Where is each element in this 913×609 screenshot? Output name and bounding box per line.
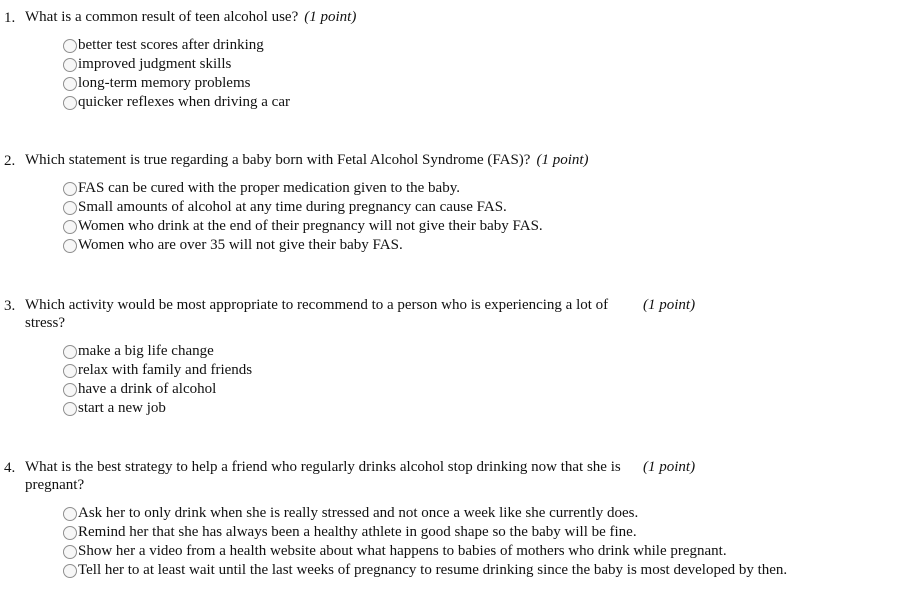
answer-option[interactable] (63, 523, 787, 542)
answer-option-label: better test scores after drinking (78, 37, 264, 53)
radio-button[interactable] (63, 507, 77, 521)
radio-button[interactable] (63, 402, 77, 416)
answer-option[interactable] (63, 561, 787, 580)
question-points: (1 point) (643, 297, 696, 313)
radio-button[interactable] (63, 239, 77, 253)
radio-button[interactable] (63, 526, 77, 540)
answer-option-label: Women who are over 35 will not give their baby FAS. (78, 237, 403, 253)
answer-option-label: long-term memory problems (78, 75, 251, 91)
answer-option[interactable] (63, 399, 252, 418)
question-4-header (0, 458, 913, 496)
answer-option[interactable] (63, 36, 290, 55)
answer-option-label: FAS can be cured with the proper medication given to the baby. (78, 180, 460, 196)
answer-options (63, 36, 290, 112)
answer-option[interactable] (63, 217, 543, 236)
answer-option[interactable] (63, 74, 290, 93)
answer-option[interactable] (63, 198, 543, 217)
answer-option-label: improved judgment skills (78, 56, 232, 72)
answer-option[interactable] (63, 504, 787, 523)
radio-button[interactable] (63, 58, 77, 72)
radio-button[interactable] (63, 201, 77, 215)
radio-button[interactable] (63, 77, 77, 91)
answer-options (63, 504, 787, 580)
radio-button[interactable] (63, 39, 77, 53)
question-4 (0, 458, 913, 578)
radio-button[interactable] (63, 564, 77, 578)
question-prompt: Which statement is true regarding a baby born with Fetal Alcohol Syndrome (FAS)? (25, 152, 531, 168)
answer-option[interactable] (63, 380, 252, 399)
question-1-header (0, 8, 913, 28)
question-text (25, 8, 356, 26)
answer-option-label: Tell her to at least wait until the last weeks of pregnancy to resume drinking since the baby is most developed by then. (78, 562, 788, 578)
answer-options (63, 342, 252, 418)
radio-button[interactable] (63, 364, 77, 378)
radio-button[interactable] (63, 383, 77, 397)
question-number: 4. (4, 460, 16, 476)
answer-options (63, 179, 543, 255)
answer-option-label: relax with family and friends (78, 362, 253, 378)
radio-button[interactable] (63, 96, 77, 110)
answer-option-label: Small amounts of alcohol at any time during pregnancy can cause FAS. (78, 199, 507, 215)
answer-option[interactable] (63, 179, 543, 198)
question-prompt: What is a common result of teen alcohol use? (25, 9, 299, 25)
answer-option-label: quicker reflexes when driving a car (78, 94, 290, 110)
answer-option-label: Ask her to only drink when she is really stressed and not once a week like she currently does. (78, 505, 639, 521)
answer-option-label: Remind her that she has always been a healthy athlete in good shape so the baby will be fine. (78, 524, 637, 540)
question-number: 2. (4, 153, 16, 169)
question-1 (0, 8, 913, 110)
answer-option-label: Show her a video from a health website about what happens to babies of mothers who drink while pregnant. (78, 543, 727, 559)
radio-button[interactable] (63, 345, 77, 359)
question-2-header (0, 151, 913, 171)
question-number: 3. (4, 298, 16, 314)
answer-option-label: Women who drink at the end of their pregnancy will not give their baby FAS. (78, 218, 543, 234)
answer-option-label: make a big life change (78, 343, 214, 359)
question-3 (0, 296, 913, 416)
question-points: (1 point) (643, 459, 696, 475)
question-3-header (0, 296, 913, 334)
question-points: (1 point) (304, 9, 357, 25)
answer-option-label: start a new job (78, 400, 166, 416)
question-text (25, 151, 589, 169)
question-prompt: What is the best strategy to help a friend who regularly drinks alcohol stop drinking now that she is pregnant? (25, 459, 621, 493)
question-2 (0, 151, 913, 253)
answer-option-label: have a drink of alcohol (78, 381, 217, 397)
question-number: 1. (4, 10, 16, 26)
radio-button[interactable] (63, 220, 77, 234)
answer-option[interactable] (63, 55, 290, 74)
question-points: (1 point) (536, 152, 589, 168)
question-prompt: Which activity would be most appropriate to recommend to a person who is experiencing a lot of stress? (25, 297, 609, 331)
answer-option[interactable] (63, 236, 543, 255)
answer-option[interactable] (63, 93, 290, 112)
answer-option[interactable] (63, 361, 252, 380)
radio-button[interactable] (63, 182, 77, 196)
radio-button[interactable] (63, 545, 77, 559)
answer-option[interactable] (63, 542, 787, 561)
answer-option[interactable] (63, 342, 252, 361)
